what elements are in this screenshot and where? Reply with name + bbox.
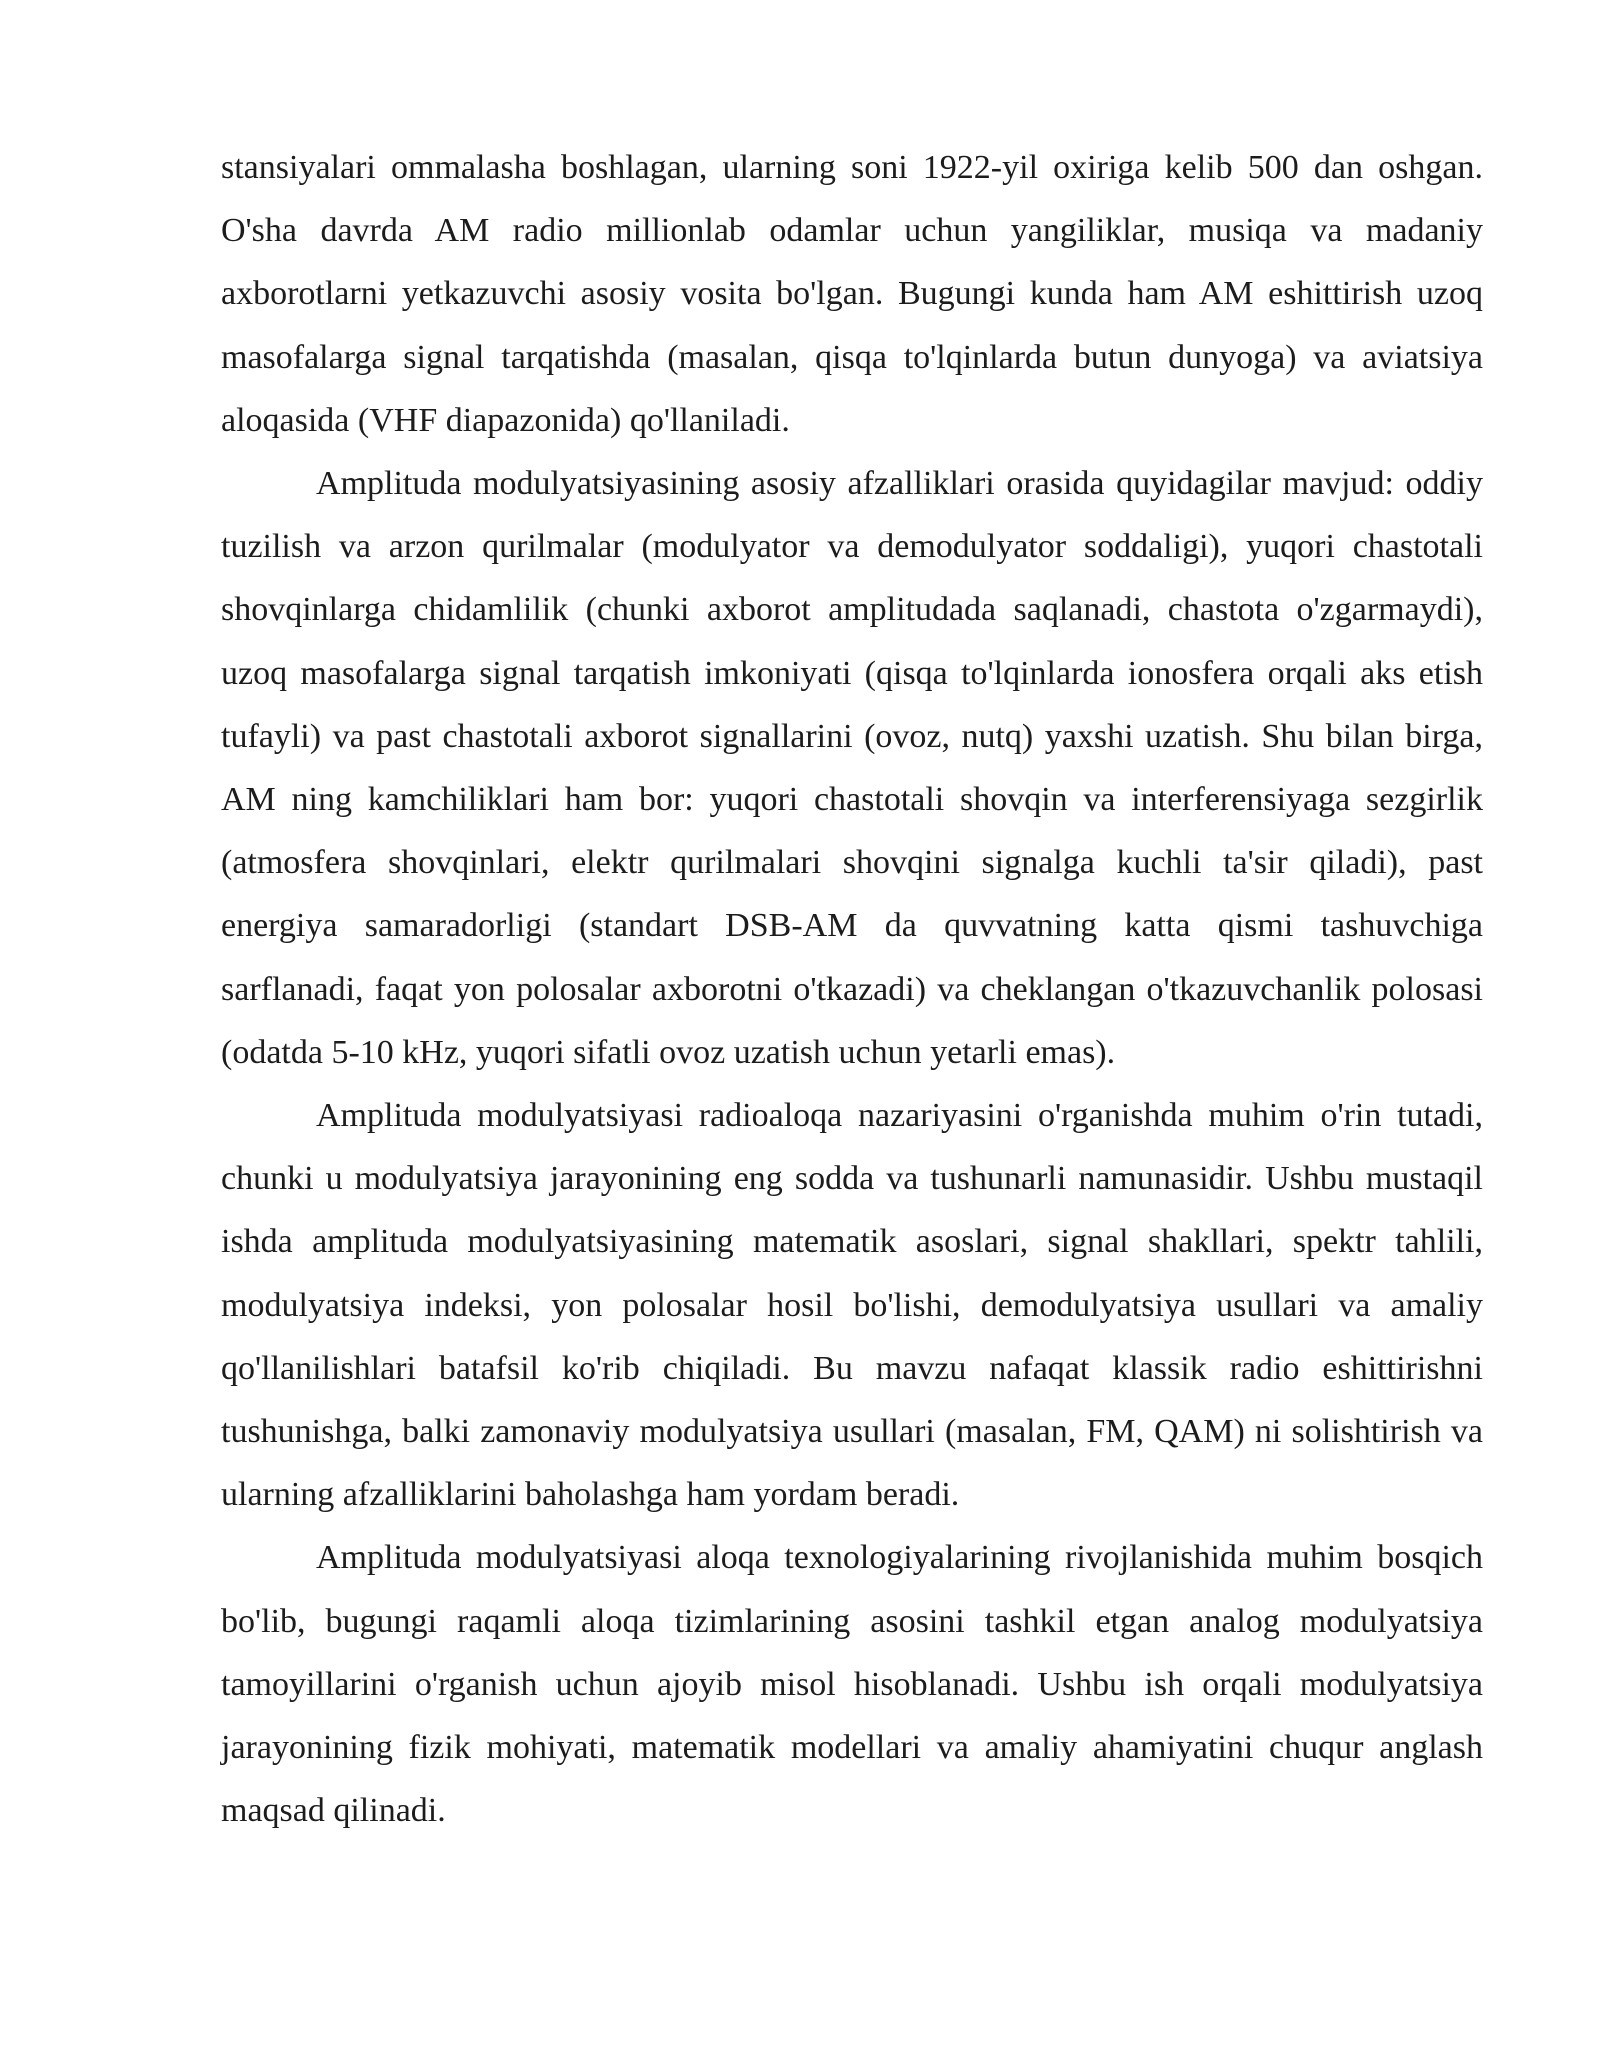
paragraph-4: Amplituda modulyatsiyasi aloqa texnologiyalarining rivojlanishida muhim bosqich bo'lib, bugungi raqamli aloqa tizimlarining asosini tashkil etgan analog modulyatsiya tamoyillarini o'rganish uchun ajoyib misol hisoblanadi. Ushbu ish orqali modulyatsiya jarayonining fizik mohiyati, matematik modellari va amaliy ahamiyatini chuqur anglash maqsad qilinadi. xyxy=(221,1539,1483,1830)
paragraph-3: Amplituda modulyatsiyasi radioaloqa nazariyasini o'rganishda muhim o'rin tutadi, chunki u modulyatsiya jarayonining eng sodda va tushunarli namunasidir. Ushbu mustaqil ishda amplituda modulyatsiyasining matematik asoslari, signal shakllari, spektr tahlili, modulyatsiya indeksi, yon polosalar hosil bo'lishi, demodulyatsiya usullari va amaliy qo'llanilishlari batafsil ko'rib chiqiladi. Bu mavzu nafaqat klassik radio eshittirishni tushunishga, balki zamonaviy modulyatsiya usullari (masalan, FM, QAM) ni solishtirish va ularning afzalliklarini baholashga ham yordam beradi. xyxy=(221,1097,1483,1514)
paragraph-2: Amplituda modulyatsiyasining asosiy afzalliklari orasida quyidagilar mavjud: oddiy tuzilish va arzon qurilmalar (modulyator va demodulyator soddaligi), yuqori chastotali shovqinlarga chidamlilik (chunki axborot amplitudada saqlanadi, chastota o'zgarmaydi), uzoq masofalarga signal tarqatish imkoniyati (qisqa to'lqinlarda ionosfera orqali aks etish tufayli) va past chastotali axborot signallarini (ovoz, nutq) yaxshi uzatish. Shu bilan birga, AM ning kamchiliklari ham bor: yuqori chastotali shovqin va interferensiyaga sezgirlik (atmosfera shovqinlari, elektr qurilmalari shovqini signalga kuchli ta'sir qiladi), past energiya samaradorligi (standart DSB-AM da quvvatning katta qismi tashuvchiga sarflanadi, faqat yon polosalar axborotni o'tkazadi) va cheklangan o'tkazuvchanlik polosasi (odatda 5-10 kHz, yuqori sifatli ovoz uzatish uchun yetarli emas). xyxy=(221,465,1483,1071)
document-page xyxy=(221,136,1483,1842)
paragraph-1: stansiyalari ommalasha boshlagan, ularning soni 1922-yil oxiriga kelib 500 dan oshgan. O'sha davrda AM radio millionlab odamlar uchun yangiliklar, musiqa va madaniy axborotlarni yetkazuvchi asosiy vosita bo'lgan. Bugungi kunda ham AM eshittirish uzoq masofalarga signal tarqatishda (masalan, qisqa to'lqinlarda butun dunyoga) va aviatsiya aloqasida (VHF diapazonida) qo'llaniladi. xyxy=(221,149,1483,439)
